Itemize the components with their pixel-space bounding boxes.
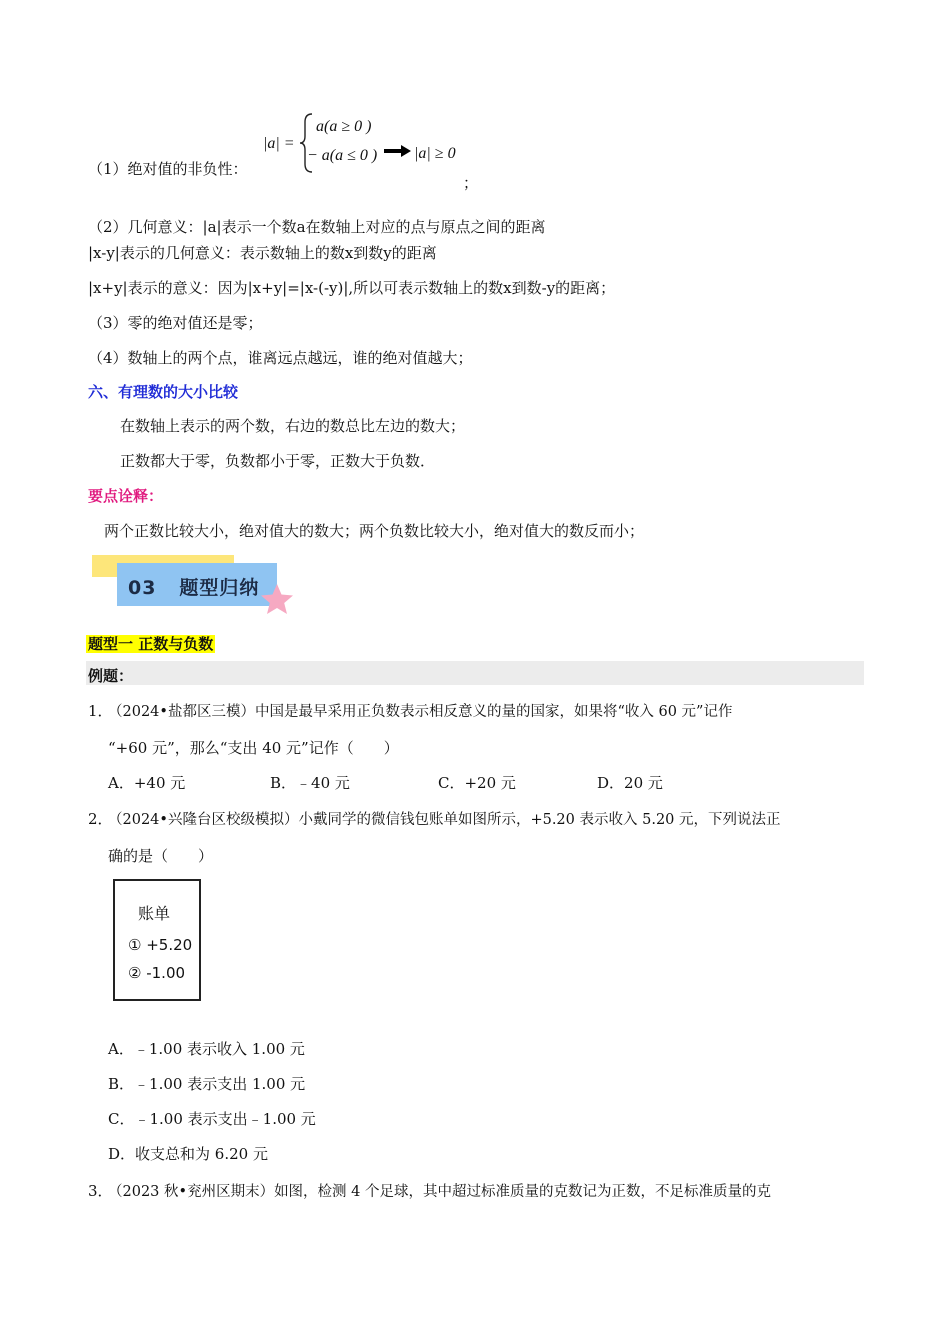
q1-option-a: A．+40 元 — [108, 774, 186, 792]
q1-option-b: B．﹣40 元 — [270, 774, 350, 792]
q2-number: 2． — [88, 810, 113, 828]
q1-option-d: D．20 元 — [597, 774, 663, 792]
abs-semicolon: ； — [463, 174, 479, 192]
abs-item2c: |x+y|表示的意义：因为|x+y|=|x-(-y)|,所以可表示数轴上的数x到数-y的距离； — [88, 279, 616, 297]
section6-heading: 六、有理数的大小比较 — [88, 383, 239, 401]
abs-case1: a(a ≥ 0 ) — [316, 118, 372, 135]
section6-line1: 在数轴上表示的两个数，右边的数总比左边的数大； — [120, 417, 466, 435]
abs-item4: （4）数轴上的两个点，谁离远点越远，谁的绝对值越大； — [88, 349, 473, 367]
bill-line-2: ② -1.00 — [128, 964, 186, 982]
q1-line2: “+60 元”，那么“支出 40 元”记作（ ） — [108, 739, 399, 757]
banner-heading: 题型归纳 — [179, 577, 260, 599]
abs-item1-label: （1）绝对值的非负性： — [88, 160, 248, 178]
q1-number: 1． — [88, 702, 113, 720]
abs-conclusion: |a| ≥ 0 — [414, 145, 456, 162]
note-text: 两个正数比较大小，绝对值大的数大；两个负数比较大小，绝对值大的数反而小； — [104, 522, 645, 540]
star-icon — [259, 582, 295, 616]
abs-case2: − a(a ≤ 0 ) — [307, 147, 378, 164]
banner-number: 03 — [128, 577, 157, 599]
q3-line1: （2023 秋•兖州区期末）如图，检测 4 个足球，其中超过标准质量的克数记为正数，不足标准质量的克 — [108, 1184, 772, 1200]
q2-line2: 确的是（ ） — [108, 847, 214, 865]
q2-option-a: A．﹣1.00 表示收入 1.00 元 — [108, 1040, 305, 1058]
type1-heading: 题型一 正数与负数 — [88, 635, 214, 653]
banner-title — [128, 573, 259, 600]
example-label: 例题： — [88, 667, 134, 685]
abs-item2b: |x-y|表示的几何意义：表示数轴上的数x到数y的距离 — [88, 244, 437, 262]
q3-number: 3． — [88, 1182, 113, 1200]
q2-option-d: D．收支总和为 6.20 元 — [108, 1145, 268, 1163]
section6-line2: 正数都大于零，负数都小于零，正数大于负数． — [120, 452, 436, 470]
bill-line-1: ① +5.20 — [128, 936, 193, 954]
example-band — [86, 661, 864, 685]
implies-arrow-icon — [384, 144, 412, 158]
q1-line1: （2024•盐都区三模）中国是最早采用正负数表示相反意义的量的国家，如果将“收入 60 元”记作 — [108, 704, 733, 720]
bill-title: 账单 — [138, 904, 171, 923]
bill-image — [113, 879, 201, 1001]
q2-option-c: C．﹣1.00 表示支出﹣1.00 元 — [108, 1110, 316, 1128]
note-label: 要点诠释： — [88, 487, 164, 505]
q1-option-c: C．+20 元 — [438, 774, 516, 792]
q2-line1: （2024•兴隆台区校级模拟）小戴同学的微信钱包账单如图所示，+5.20 表示收入 5.20 元，下列说法正 — [108, 812, 781, 828]
abs-a-lhs: |a| = — [263, 135, 295, 152]
abs-item3: （3）零的绝对值还是零； — [88, 314, 263, 332]
type1-heading-wrap — [86, 633, 215, 654]
q2-option-b: B．﹣1.00 表示支出 1.00 元 — [108, 1075, 306, 1093]
abs-item2: （2）几何意义：|a|表示一个数a在数轴上对应的点与原点之间的距离 — [88, 218, 546, 236]
